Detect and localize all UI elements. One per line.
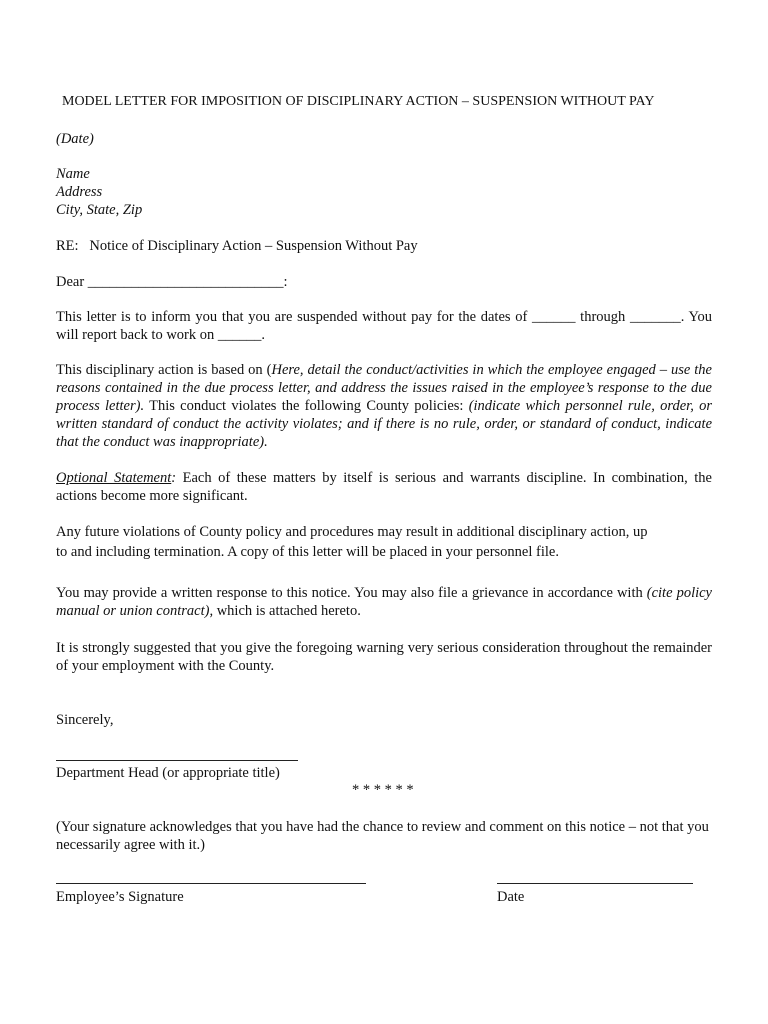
suspension-dates-paragraph: This letter is to inform you that you are suspended without pay for the dates of ______ through _______. You will report back to work on ______. bbox=[56, 309, 712, 343]
signature-line-department-head bbox=[56, 760, 298, 761]
page-title: MODEL LETTER FOR IMPOSITION OF DISCIPLINARY ACTION – SUSPENSION WITHOUT PAY bbox=[62, 94, 655, 109]
separator: * * * * * * bbox=[352, 782, 414, 798]
basis-lead: This disciplinary action is based on ( bbox=[56, 362, 272, 378]
future-violations-line-2: to and including termination. A copy of this letter will be placed in your personnel file. bbox=[56, 544, 559, 560]
recipient-street: Address bbox=[56, 184, 103, 200]
acknowledgment-paragraph: (Your signature acknowledges that you have had the chance to review and comment on this notice – not that you necessarily agree with it.) bbox=[56, 819, 709, 853]
optional-statement-text: Each of these matters by itself is serious and warrants discipline. In combination, the actions become more significant. bbox=[56, 470, 712, 504]
basis-policy-lead: This conduct violates the following County policies: bbox=[144, 398, 469, 414]
signature-line-employee bbox=[56, 883, 366, 884]
optional-statement-colon: : bbox=[171, 470, 177, 486]
optional-statement-paragraph bbox=[56, 469, 712, 505]
basis-paragraph bbox=[56, 361, 712, 451]
recipient-address bbox=[56, 165, 142, 219]
date-placeholder: (Date) bbox=[56, 131, 94, 147]
recipient-city-state-zip: City, State, Zip bbox=[56, 202, 143, 218]
response-lead: You may provide a written response to this notice. You may also file a grievance in accordance with bbox=[56, 585, 647, 601]
warning-paragraph: It is strongly suggested that you give the foregoing warning very serious consideration throughout the remainder of your employment with the County. bbox=[56, 640, 712, 674]
basis-policy-instructions: (indicate which personnel rule, order, or written standard of conduct the activity violates; and if there is no rule, order, or standard of conduct, indicate that the conduct was inappropriate). bbox=[56, 398, 712, 450]
recipient-name: Name bbox=[56, 166, 90, 182]
salutation: Dear ___________________________: bbox=[56, 274, 288, 290]
response-tail: which is attached hereto. bbox=[213, 603, 361, 619]
employee-signature-label: Employee’s Signature bbox=[56, 889, 184, 905]
optional-statement-label: Optional Statement bbox=[56, 470, 172, 486]
future-violations-line-1: Any future violations of County policy and procedures may result in additional disciplinary action, up bbox=[56, 524, 648, 540]
re-line: RE: Notice of Disciplinary Action – Suspension Without Pay bbox=[56, 238, 418, 254]
response-paragraph bbox=[56, 584, 712, 620]
signature-line-date bbox=[497, 883, 693, 884]
response-citation: (cite policy manual or union contract), bbox=[56, 585, 712, 619]
signer-title: Department Head (or appropriate title) bbox=[56, 765, 280, 781]
date-label: Date bbox=[497, 889, 525, 905]
basis-instructions: Here, detail the conduct/activities in which the employee engaged – use the reasons contained in the due process letter, and address the issues raised in the employee’s response to the due process letter). bbox=[56, 362, 712, 414]
closing: Sincerely, bbox=[56, 712, 114, 728]
